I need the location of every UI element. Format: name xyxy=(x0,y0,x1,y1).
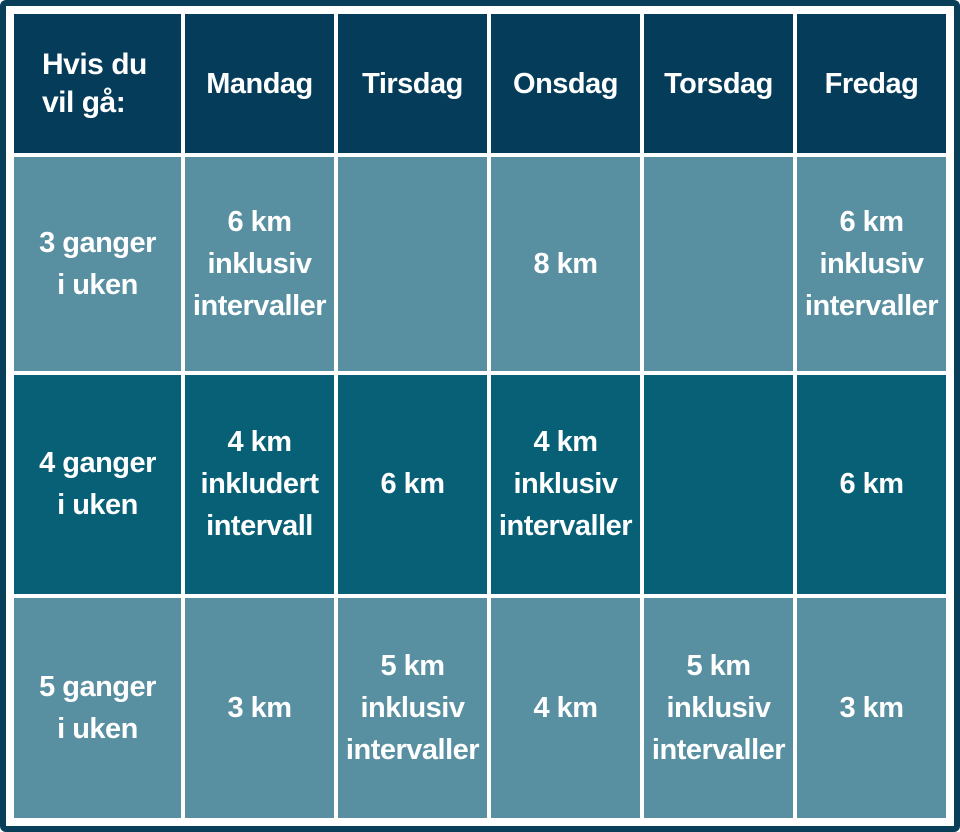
day-header-thursday: Torsdag xyxy=(644,14,793,153)
day-header-tuesday: Tirsdag xyxy=(338,14,487,153)
table-cell: 4 km inklusiv intervaller xyxy=(491,375,640,595)
table-cell: 4 km inkludert intervall xyxy=(185,375,334,595)
table-cell: 8 km xyxy=(491,157,640,371)
table-cell: 6 km inklusiv intervaller xyxy=(797,157,946,371)
table-cell: 5 km inklusiv intervaller xyxy=(644,598,793,818)
table-header-row xyxy=(14,14,946,153)
table-row xyxy=(14,157,946,371)
day-header-wednesday: Onsdag xyxy=(491,14,640,153)
day-header-friday: Fredag xyxy=(797,14,946,153)
day-header-monday: Mandag xyxy=(185,14,334,153)
corner-header: Hvis du vil gå: xyxy=(14,14,181,153)
table-cell: 6 km inklusiv intervaller xyxy=(185,157,334,371)
table-cell xyxy=(644,157,793,371)
table-cell: 6 km xyxy=(797,375,946,595)
row-label: 4 ganger i uken xyxy=(14,375,181,595)
table-row xyxy=(14,598,946,818)
table-cell xyxy=(338,157,487,371)
table-cell xyxy=(644,375,793,595)
table-cell: 6 km xyxy=(338,375,487,595)
table-cell: 5 km inklusiv intervaller xyxy=(338,598,487,818)
row-label: 3 ganger i uken xyxy=(14,157,181,371)
table-cell: 3 km xyxy=(797,598,946,818)
row-label: 5 ganger i uken xyxy=(14,598,181,818)
table-cell: 3 km xyxy=(185,598,334,818)
table-cell: 4 km xyxy=(491,598,640,818)
table-row xyxy=(14,375,946,595)
walking-schedule-table xyxy=(10,10,950,822)
